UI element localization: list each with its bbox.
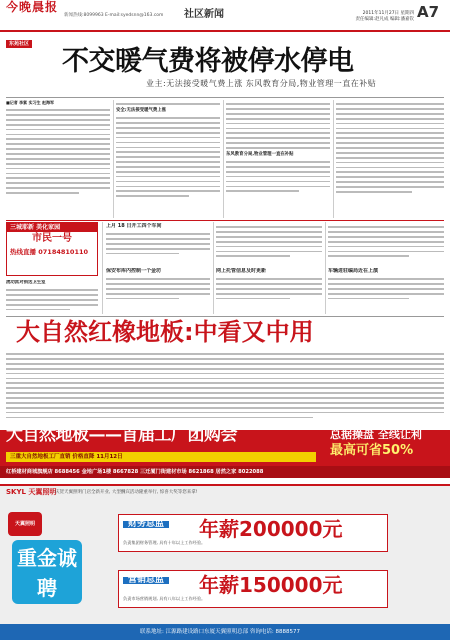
promo-title: 大自然地板——首届工厂团购会 [6,425,237,445]
hotline-box [6,222,98,276]
job-title: 营销总监 [123,577,169,584]
section-heading: 安全:无法接受暖气费上涨 [116,108,167,114]
job-desc: 负责集团财务管理, 具有十年以上工作经验。 [123,540,206,545]
job-desc: 负责市场营销规划, 具有八年以上工作经验。 [123,596,206,601]
text-lines [116,117,220,197]
promo-date-bar: 三重大自然地板工厂直销 价格直降 11月12日 [6,452,316,462]
store-list: 红桥建材商城旗舰店 8688456 金地广场1楼 8667828 三迁厦门街建材市场 8621868 居然之家 8022088 [0,466,450,478]
date-box [330,11,414,22]
story-tag: 东苑社区 [6,40,32,48]
job-card-finance [118,514,388,552]
byline: ■记者 李紫 实习生 赵海军 [6,100,54,105]
hotline-number: 热线直播 07184810110 [10,248,89,256]
job-title: 财务总监 [123,521,169,528]
page-number: A7 [417,3,440,21]
left-brief [6,280,98,314]
text-lines [6,109,110,194]
brief-1 [106,223,210,265]
promo-discount: 最高可省50% [330,443,414,458]
brief-2 [106,268,210,314]
recruit-intro: 庆贺天翼照明门店全新开业, 大型酬宾活动隆重举行, 惊喜大奖等您来拿! [55,490,198,495]
recruit-badge: 重金诚聘 [12,540,82,604]
brief-title: 网上托管信息及时更新 [216,268,267,274]
section-rule [6,220,444,221]
brief-title: 车辆进驻编局近在上演 [328,268,379,274]
header-divider [0,30,450,32]
brief-title: 上月 18 日开工四个车间 [106,223,162,229]
headline: 不交暖气费将被停水停电 [62,46,354,77]
section-title: 社区新闻 [184,9,224,20]
promo-offer: 总据操盘 全线让利 [330,428,422,441]
job-card-marketing [118,570,388,608]
section-rule [6,316,444,317]
brand-logo: SKYL 天翼照明 [6,488,57,496]
lamp-icon: 天翼照明 [8,512,42,536]
brief-4 [328,268,444,314]
hotline-box-name: 市民一号 [32,233,72,244]
header-contact: 新闻热线:8099963 E-mail:syedsnn@163.com [64,13,164,18]
story-column-4 [336,100,444,218]
brief-3-lines [216,223,322,265]
story-column-2 [116,100,220,218]
text-lines [226,161,330,192]
recruit-footer: 联系地址: 江源路建设路口东厦天翼照明总部 咨询电话: 8888577 [0,624,450,640]
brief-4-lines [328,223,444,265]
job-salary: 年薪150000元 [199,573,343,597]
story-rule [6,97,444,98]
brief-title: 流动派对捐送卫生室 [6,280,46,285]
editor-line: 责任编辑:赵凡成 编辑:潘嘉钦 [355,16,414,22]
job-salary: 年薪200000元 [199,517,343,541]
brief-title: 保安布库内控制一个金坊 [106,268,162,274]
advertorial-title: 大自然红橡地板:中看又中用 [16,318,314,346]
advertorial-body [6,350,444,426]
story-column-1 [6,100,110,218]
subheadline: 业主:无法接受暖气费上涨 东风教育分局,物业管理一直在补贴 [146,79,377,88]
section-heading: 东风教育分局,物业管理一直在补贴 [226,151,294,157]
text-lines [336,103,444,192]
story-column-3 [226,100,330,218]
brief-3 [216,268,322,314]
date-line: 2011年11月27日 星期四 [362,11,414,16]
newspaper-logo: 今晚晨报 [6,0,59,14]
page-header [0,0,450,32]
hotline-box-title: 三城耶新 美化家园 [7,223,97,232]
